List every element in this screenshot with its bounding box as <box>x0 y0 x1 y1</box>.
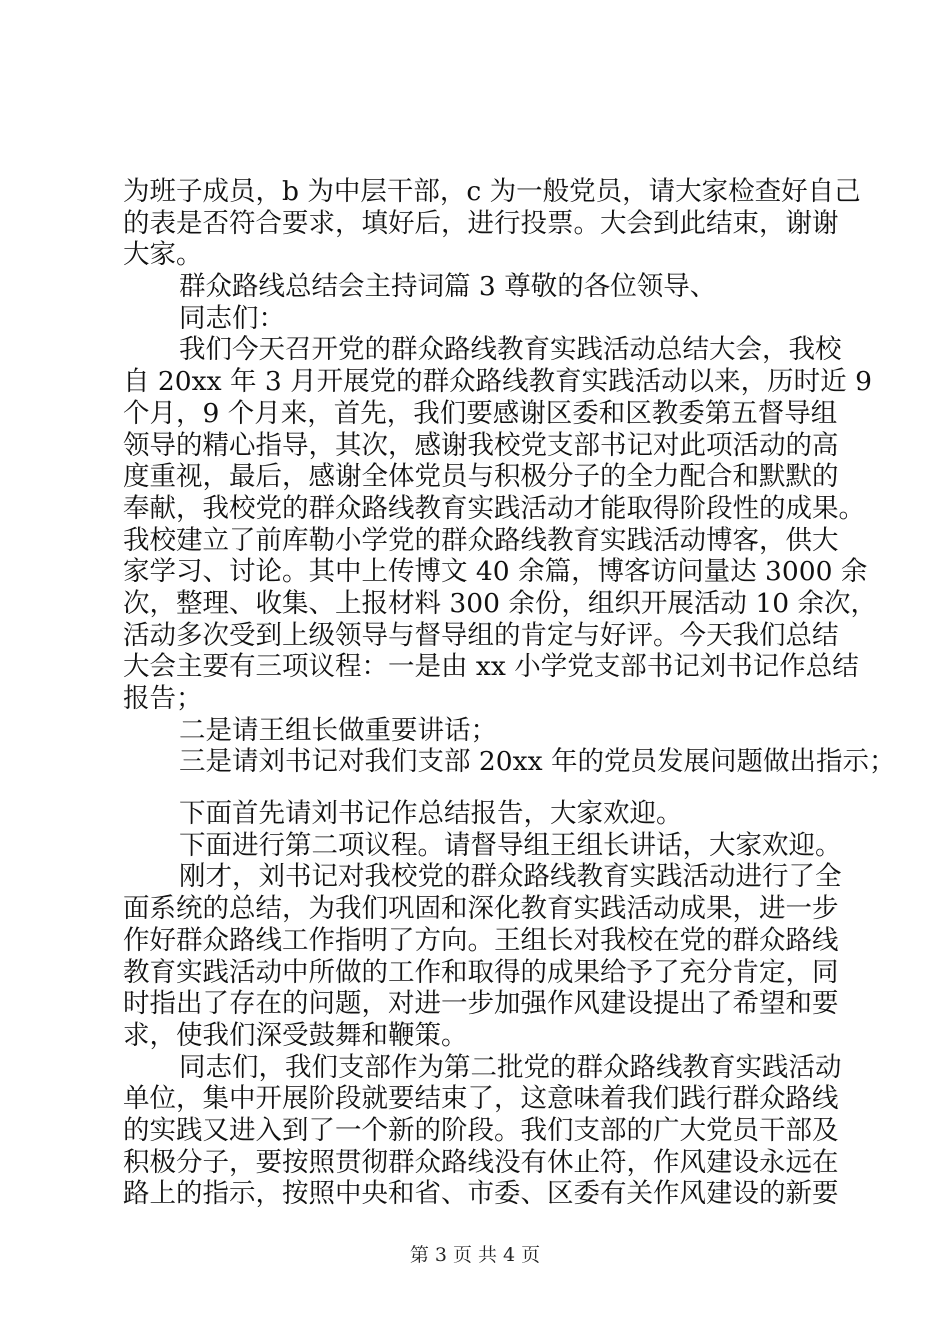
text-line: 的实践又进入到了一个新的阶段。我们支部的广大党员干部及 <box>123 1114 839 1146</box>
text-line: 自 20xx 年 3 月开展党的群众路线教育实践活动以来，历时近 9 <box>123 366 872 398</box>
text-line: 我校建立了前库勒小学党的群众路线教育实践活动博客，供大 <box>123 524 839 556</box>
text-line: 大家。 <box>123 239 203 271</box>
text-line: 家学习、讨论。其中上传博文 40 余篇，博客访问量达 3000 余 <box>123 556 868 588</box>
text-line: 作好群众路线工作指明了方向。王组长对我校在党的群众路线 <box>123 924 839 956</box>
text-line: 积极分子，要按照贯彻群众路线没有休止符，作风建设永远在 <box>123 1146 839 1178</box>
text-line: 度重视，最后，感谢全体党员与积极分子的全力配合和默默的 <box>123 461 839 493</box>
text-line: 的表是否符合要求，填好后，进行投票。大会到此结束，谢谢 <box>123 207 839 239</box>
text-line: 同志们： <box>179 302 285 334</box>
text-line: 路上的指示，按照中央和省、市委、区委有关作风建设的新要 <box>123 1178 839 1210</box>
text-line: 教育实践活动中所做的工作和取得的成果给予了充分肯定，同 <box>123 956 839 988</box>
document-body <box>123 176 896 1210</box>
text-line: 同志们，我们支部作为第二批党的群众路线教育实践活动 <box>179 1051 842 1083</box>
text-line: 面系统的总结，为我们巩固和深化教育实践活动成果，进一步 <box>123 893 839 925</box>
text-line: 奉献，我校党的群众路线教育实践活动才能取得阶段性的成果。 <box>123 492 865 524</box>
text-line: 求，使我们深受鼓舞和鞭策。 <box>123 1019 468 1051</box>
text-line: 下面首先请刘书记作总结报告，大家欢迎。 <box>179 798 683 830</box>
text-line: 群众路线总结会主持词篇 3 尊敬的各位领导、 <box>179 271 717 303</box>
text-line: 下面进行第二项议程。请督导组王组长讲话，大家欢迎。 <box>179 829 842 861</box>
text-line: 报告； <box>123 683 203 714</box>
text-line: 单位，集中开展阶段就要结束了，这意味着我们践行群众路线 <box>123 1083 839 1115</box>
text-line: 大会主要有三项议程：一是由 xx 小学党支部书记刘书记作总结 <box>123 651 859 683</box>
text-line: 三是请刘书记对我们支部 20xx 年的党员发展问题做出指示； <box>179 746 896 778</box>
text-line: 时指出了存在的问题，对进一步加强作风建设提出了希望和要 <box>123 988 839 1020</box>
text-line: 次，整理、收集、上报材料 300 余份，组织开展活动 10 余次， <box>123 587 877 619</box>
page-footer: 第 3 页 共 4 页 <box>409 1244 541 1266</box>
blank-line <box>123 778 835 798</box>
text-line: 二是请王组长做重要讲话； <box>179 714 497 746</box>
text-line: 个月，9 个月来，首先，我们要感谢区委和区教委第五督导组 <box>123 397 838 429</box>
text-line: 刚才，刘书记对我校党的群众路线教育实践活动进行了全 <box>179 861 842 893</box>
text-line: 领导的精心指导，其次，感谢我校党支部书记对此项活动的高 <box>123 429 839 461</box>
text-line: 为班子成员，b 为中层干部，c 为一般党员，请大家检查好自己 <box>123 176 861 207</box>
text-line: 我们今天召开党的群众路线教育实践活动总结大会，我校 <box>179 334 842 366</box>
text-line: 活动多次受到上级领导与督导组的肯定与好评。今天我们总结 <box>123 619 839 651</box>
